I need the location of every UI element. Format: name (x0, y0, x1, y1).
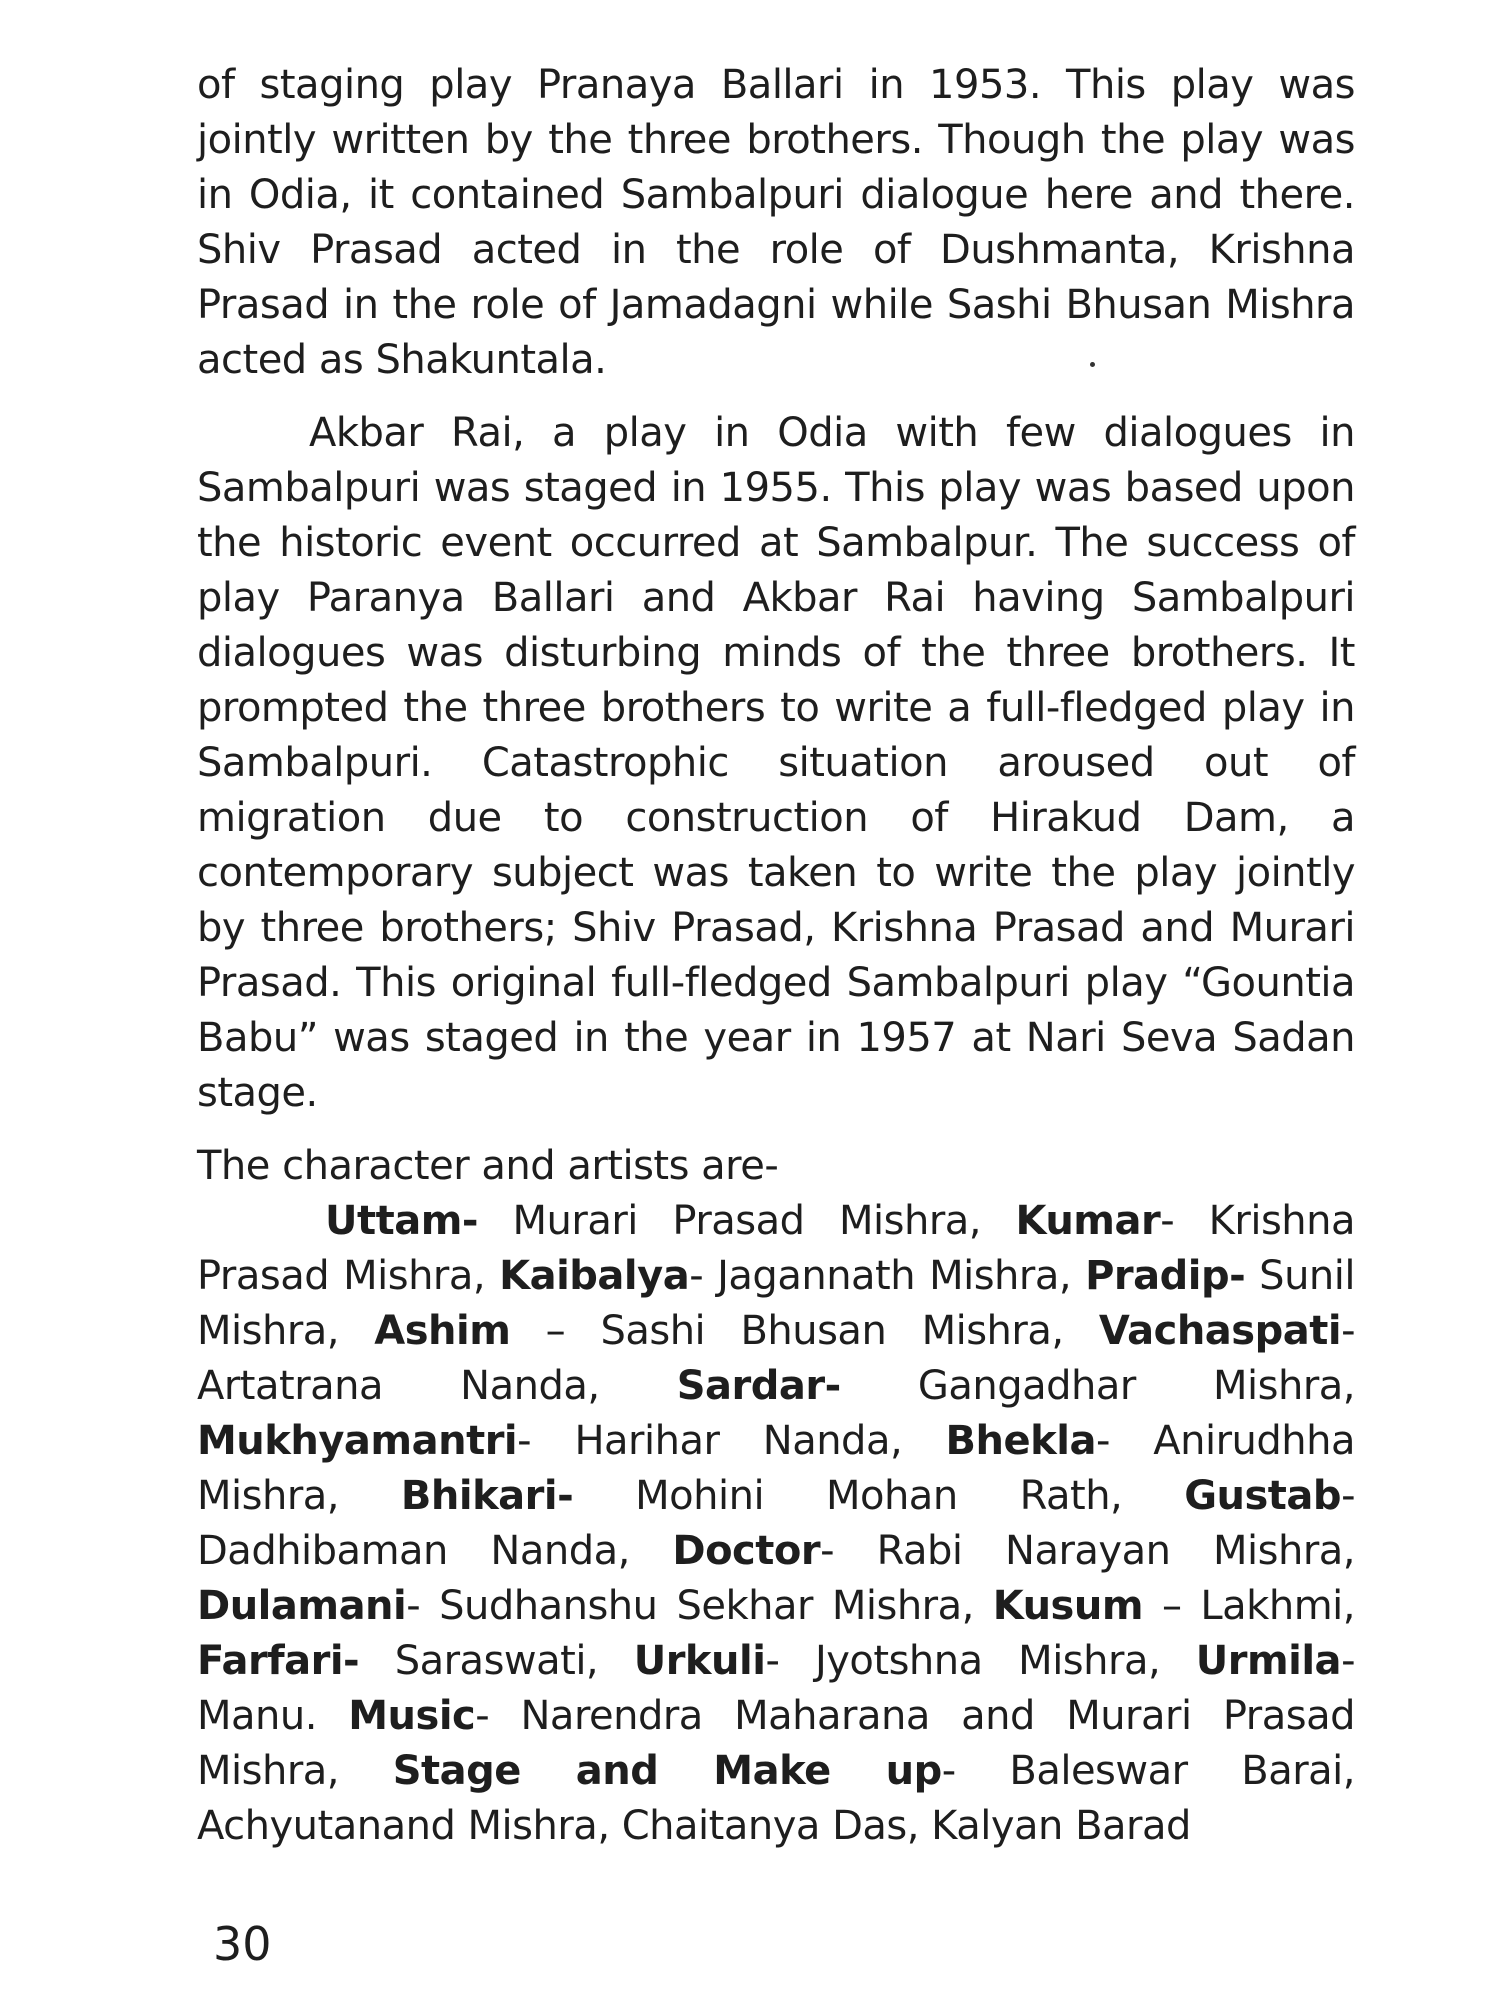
cast-role: Kumar (1015, 1198, 1161, 1244)
cast-role: Farfari- (197, 1638, 360, 1684)
cast-artist: Sunil Mishra, (197, 1253, 1355, 1354)
cast-artist: Gangadhar Mishra, (840, 1363, 1355, 1409)
paragraph-akbar-rai: Akbar Rai, a play in Odia with few dialogues in Sambalpuri was staged in 1955. This play was based upon the historic event occurred at Sambalpur. The success of play Paranya Ballari and Akbar Rai having Sambalpuri dialogues was disturbing minds of the three brothers. It prompted the three brothers to write a full-fledged play in Sambalpuri. Catastrophic situation aroused out of migration due to construction of Hirakud Dam, a contemporary subject was taken to write the play jointly by three brothers; Shiv Prasad, Krishna Prasad and Murari Prasad. This original full-fledged Sambalpuri play “Gountia Babu” was staged in the year in 1957 at Nari Seva Sadan stage. (197, 410, 1355, 1116)
cast-artist: - Narendra Maharana and Murari Prasad Mishra, (197, 1693, 1355, 1794)
paragraph-pranaya-ballari: of staging play Pranaya Ballari in 1953. This play was jointly written by the three brothers. Though the play was in Odia, it contained Sambalpuri dialogue here and there. Shiv Prasad acted in the role of Dushmanta, Krishna Prasad in the role of Jamadagni while Sashi Bhusan Mishra acted as Shakuntala. (197, 62, 1355, 383)
cast-role: Urmila (1195, 1638, 1342, 1684)
cast-role: Doctor (672, 1528, 821, 1574)
cast-artist: - Krishna Prasad Mishra, (197, 1198, 1355, 1299)
cast-role: Vachaspati (1098, 1308, 1342, 1354)
cast-role: Stage and Make up (392, 1748, 942, 1794)
cast-role: Urkuli (633, 1638, 766, 1684)
cast-role: Gustab (1184, 1473, 1342, 1519)
cast-artist: - Artatrana Nanda, (197, 1308, 1355, 1409)
cast-list (197, 1194, 1355, 1854)
cast-artist: - Sudhanshu Sekhar Mishra, (406, 1583, 993, 1629)
cast-role: Uttam- (325, 1198, 478, 1244)
cast-artist: – Lakhmi, (1143, 1583, 1355, 1629)
cast-role: Ashim (374, 1308, 511, 1354)
cast-artist: Mohini Mohan Rath, (573, 1473, 1185, 1519)
cast-artist: - Jyotshna Mishra, (765, 1638, 1196, 1684)
cast-artist: - Jagannath Mishra, (689, 1253, 1086, 1299)
paragraph-cast-intro: The character and artists are- (197, 1143, 779, 1189)
cast-artist: Murari Prasad Mishra, (478, 1198, 1016, 1244)
cast-role: Bhikari- (400, 1473, 574, 1519)
page-body (197, 58, 1355, 1854)
cast-artist: Saraswati, (359, 1638, 634, 1684)
cast-artist: - Dadhibaman Nanda, (197, 1473, 1355, 1574)
page-number: 30 (213, 1917, 272, 1971)
cast-role: Sardar- (676, 1363, 841, 1409)
cast-artist: - Anirudhha Mishra, (197, 1418, 1355, 1519)
cast-role: Kusum (992, 1583, 1144, 1629)
cast-role: Pradip- (1085, 1253, 1246, 1299)
cast-artist: - Rabi Narayan Mishra, (820, 1528, 1355, 1574)
cast-artist: - Manu. (197, 1638, 1355, 1739)
cast-role: Dulamani (197, 1583, 407, 1629)
cast-role: Bhekla (945, 1418, 1096, 1464)
stray-dot-mark (1090, 362, 1095, 367)
cast-artist: – Sashi Bhusan Mishra, (510, 1308, 1099, 1354)
cast-role: Music (348, 1693, 476, 1739)
cast-role: Kaibalya (499, 1253, 690, 1299)
cast-artist: - Baleswar Barai, Achyutanand Mishra, Chaitanya Das, Kalyan Barad (197, 1748, 1355, 1849)
cast-artist: - Harihar Nanda, (517, 1418, 946, 1464)
cast-role: Mukhyamantri (197, 1418, 518, 1464)
